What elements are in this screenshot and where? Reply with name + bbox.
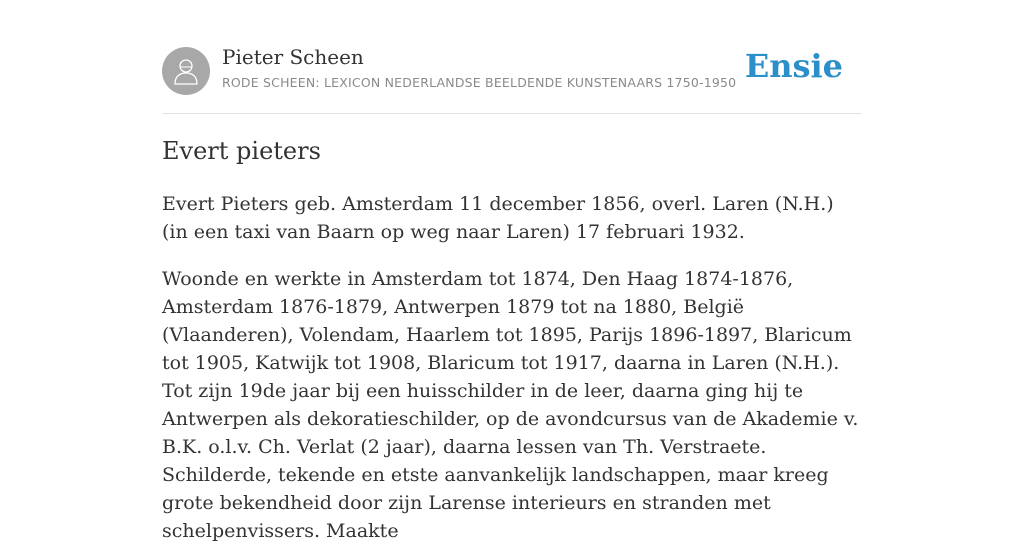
- article-paragraph-2: Woonde en werkte in Amsterdam tot 1874, Den Haag 1874-1876, Amsterdam 1876-1879, Antwerpen 1879 tot na 1880, België (Vlaanderen), Volendam, Haarlem tot 1895, Parijs 1896-1897, Blaricum tot 1905, Katwijk tot 1908, Blaricum tot 1917, daarna in Laren (N.H.). Tot zijn 19de jaar bij een huisschilder in de leer, daarna ging hij te Antwerpen als dekoratieschilder, op de avondcursus van de Akademie v. B.K. o.l.v. Ch. Verlat (2 jaar), daarna lessen van Th. Verstraete.: [162, 268, 859, 458]
- article-title: Evert pieters: [162, 137, 321, 165]
- page-container: [162, 0, 862, 542]
- ensie-logo[interactable]: Ensie: [744, 47, 843, 85]
- header: [162, 0, 862, 114]
- article-paragraph-1: Evert Pieters geb. Amsterdam 11 december 1856, overl. Laren (N.H.) (in een taxi van Baarn op weg naar Laren) 17 februari 1932.: [162, 193, 834, 243]
- user-icon: [171, 56, 201, 86]
- author-name[interactable]: Pieter Scheen: [222, 45, 364, 69]
- author-avatar[interactable]: [162, 47, 210, 95]
- source-title[interactable]: RODE SCHEEN: LEXICON NEDERLANDSE BEELDENDE KUNSTENAARS 1750-1950: [222, 75, 737, 90]
- article-paragraph-3: Schilderde, tekende en etste aanvankelijk landschappen, maar kreeg grote bekendheid door zijn Larense interieurs en stranden met schelpenvissers. Maakte: [162, 464, 829, 542]
